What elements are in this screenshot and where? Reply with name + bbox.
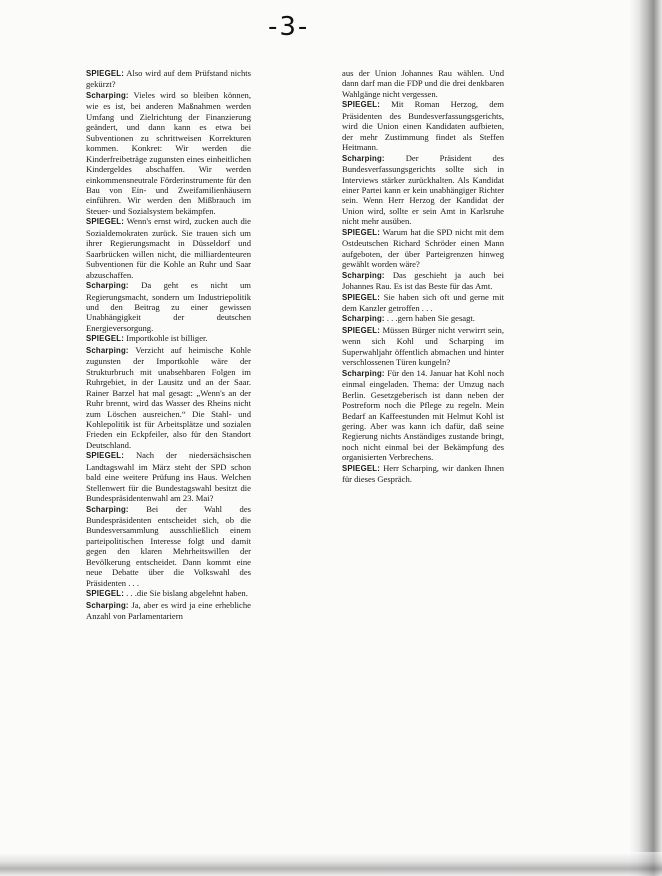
paragraph-text: Verzicht auf heimische Kohle zugunsten der Importkohle wäre der Strukturbruch mit unabsehbaren Folgen im Ruhrgebiet, in der Lausitz und an der Saar. Rainer Barzel hat mal gesagt: „Wenn's an der Ruhr brennt, wird das Wasser des Rheins nicht zum Löschen ausreichen.“ Die Stahl- und Kohlepolitik ist für Arbeitsplätze und sozialen Frieden ein Eckpfeiler, also für den Standort Deutschland. xyxy=(86,344,251,450)
paragraph-text: Müssen Bürger nicht verwirrt sein, wenn sich Kohl und Scharping im Superwahljahr öffentlich abmachen und hinter verschlossenen Türen kungeln? xyxy=(342,324,504,368)
speaker-label: SPIEGEL: xyxy=(86,451,124,461)
paragraph-text: Herr Scharping, wir danken Ihnen für dieses Gespräch. xyxy=(342,462,504,485)
interview-paragraph xyxy=(86,216,251,280)
speaker-label: Scharping: xyxy=(342,314,385,324)
interview-paragraph xyxy=(86,600,251,622)
interview-paragraph xyxy=(342,292,504,314)
speaker-label: Scharping: xyxy=(86,281,129,291)
paragraph-text: Warum hat die SPD nicht mit dem Ostdeutschen Richard Schröder einen Mann aufgeboten, der über Parteigrenzen hinweg gewählt worden wäre? xyxy=(342,226,504,270)
paragraph-text: Für den 14. Januar hat Kohl noch einmal eingeladen. Thema: der Umzug nach Berlin. Gesetzgeberisch ist dann neben der Postreform noch die Pflege zu regeln. Mein Bedarf an Kaffeestunden mit Helmut Kohl ist gering. Aber was kann ich dafür, daß seine Regierung nichts Anständiges zustande bringt, noch nicht einmal bei der Bekämpfung des organisierten Verbrechens. xyxy=(342,367,504,463)
paragraph-text: aus der Union Johannes Rau wählen. Und dann darf man die FDP und die drei denkbaren Wahlgänge nicht vergessen. xyxy=(342,68,504,99)
text-column-right xyxy=(342,68,504,485)
interview-paragraph xyxy=(342,227,504,270)
interview-paragraph xyxy=(342,325,504,368)
speaker-label: SPIEGEL: xyxy=(342,463,380,473)
interview-paragraph xyxy=(342,368,504,463)
paragraph-text: Wenn's ernst wird, zucken auch die Sozialdemokraten zurück. Sie trauen sich um ihrer Regierungsmacht in Düsseldorf und Saarbrücken willen nicht, die milliardenteuren Subventionen für die Kohle an Ruhr und Saar abzuschaffen. xyxy=(86,216,251,280)
paragraph-text: . . .die Sie bislang abgelehnt haben. xyxy=(124,588,248,599)
paragraph-text: Bei der Wahl des Bundespräsidenten entscheidet sich, ob die Bundesversammlung ausschließlich einem parteipolitischen Interesse folgt und damit gegen den klaren Mehrheitswillen der Bevölkerung entscheidet. Dann kommt eine neue Debatte über die Volkswahl des Präsidenten . . . xyxy=(86,503,251,588)
interview-paragraph xyxy=(342,270,504,292)
speaker-label: Scharping: xyxy=(86,504,129,514)
interview-paragraph xyxy=(86,280,251,333)
paragraph-text: . . .gern haben Sie gesagt. xyxy=(384,313,475,324)
paragraph-text: Das geschieht ja auch bei Johannes Rau. Es ist das Beste für das Amt. xyxy=(342,269,504,292)
paragraph-text: Da geht es nicht um Regierungsmacht, sondern um Industriepolitik und den Beitrag zu einer gewissen Unabhängigkeit der deutschen Energieversorgung. xyxy=(86,280,251,333)
paragraph-text: Ja, aber es wird ja eine erhebliche Anzahl von Parlamentariern xyxy=(86,599,251,622)
paragraph-text: Nach der niedersächsischen Landtagswahl im März steht der SPD schon bald eine weitere Prüfung ins Haus. Welchen Stellenwert für die Bundestagswahl besitzt die Bundespräsidentenwahl am 23. Mai? xyxy=(86,450,251,504)
speaker-label: SPIEGEL: xyxy=(86,589,124,599)
paragraph-text: Der Präsident des Bundesverfassungsgerichts sollte sich in Interviews stärker zurückhalten. Als Kandidat einer Partei kann er kein unabhängiger Richter sein. Wenn Herr Herzog der Kandidat der Union wird, sollte er sein Amt in Karlsruhe nicht mehr ausüben. xyxy=(342,152,504,227)
speaker-label: SPIEGEL: xyxy=(342,325,380,335)
page-number: -3- xyxy=(268,12,310,42)
paragraph-text: Sie haben sich oft und gerne mit dem Kanzler getroffen . . . xyxy=(342,291,504,313)
interview-paragraph xyxy=(342,153,504,227)
speaker-label: SPIEGEL: xyxy=(86,69,124,78)
interview-paragraph xyxy=(342,68,504,99)
speaker-label: Scharping: xyxy=(342,368,385,378)
interview-paragraph xyxy=(86,90,251,216)
text-column-left xyxy=(86,68,251,622)
interview-paragraph xyxy=(86,333,251,344)
paragraph-text: Importkohle ist billiger. xyxy=(124,333,208,344)
speaker-label: Scharping: xyxy=(86,600,129,610)
speaker-label: SPIEGEL: xyxy=(342,100,380,110)
interview-paragraph xyxy=(342,313,504,324)
paragraph-text: Also wird auf dem Prüfstand nichts gekürzt? xyxy=(86,68,251,90)
scan-edge-shadow-bottom xyxy=(0,852,662,876)
interview-paragraph xyxy=(86,504,251,589)
speaker-label: Scharping: xyxy=(86,345,129,355)
interview-paragraph xyxy=(342,99,504,152)
speaker-label: SPIEGEL: xyxy=(342,292,380,302)
interview-paragraph xyxy=(342,463,504,485)
speaker-label: Scharping: xyxy=(342,270,385,280)
speaker-label: SPIEGEL: xyxy=(342,227,380,237)
speaker-label: SPIEGEL: xyxy=(86,217,124,227)
interview-paragraph xyxy=(86,68,251,90)
interview-paragraph xyxy=(86,345,251,451)
paragraph-text: Vieles wird so bleiben können, wie es ist, bei anderen Maßnahmen werden Umfang und Zielrichtung der Finanzierung geändert, und dann kann es etwa bei Subventionen zu schrittweisen Korrekturen kommen. Konkret: Wir werden die Kinderfreibeträge zugunsten eines einheitlichen Kindergeldes abschaffen. Wir werden einkommensneutrale Förderinstrumente für den Bau von Ein- und Zweifamilienhäusern einführen. Wir werden den Mißbrauch im Steuer- und Sozialsystem bekämpfen. xyxy=(86,89,251,216)
paragraph-text: Mit Roman Herzog, dem Präsidenten des Bundesverfassungsgerichts, wird die Union einen Kandidaten aufbieten, der mehr Zustimmung findet als Steffen Heitmann. xyxy=(342,99,504,153)
interview-paragraph xyxy=(86,450,251,503)
speaker-label: Scharping: xyxy=(86,90,129,100)
speaker-label: SPIEGEL: xyxy=(86,334,124,344)
scan-edge-shadow-right xyxy=(628,0,662,876)
interview-paragraph xyxy=(86,588,251,599)
speaker-label: Scharping: xyxy=(342,153,385,163)
